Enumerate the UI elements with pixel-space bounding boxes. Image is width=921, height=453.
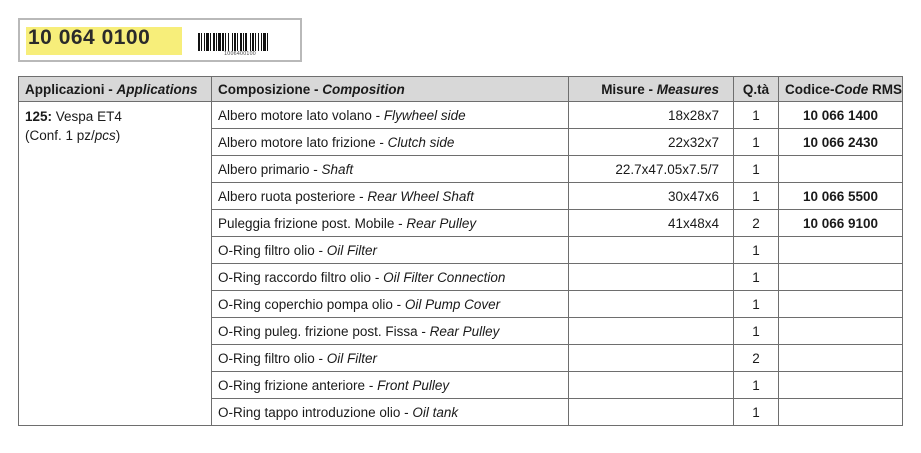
- table-row: [19, 102, 903, 129]
- composition-cell: O-Ring filtro olio - Oil Filter: [212, 237, 569, 264]
- composition-cell: Albero motore lato frizione - Clutch side: [212, 129, 569, 156]
- parts-table: [18, 76, 903, 426]
- qty-cell: 2: [734, 345, 779, 372]
- header-measures: Misure - Measures: [569, 77, 734, 102]
- measure-cell: 18x28x7: [569, 102, 734, 129]
- composition-cell: O-Ring frizione anteriore - Front Pulley: [212, 372, 569, 399]
- measure-cell: 30x47x6: [569, 183, 734, 210]
- code-cell: [779, 345, 903, 372]
- qty-cell: 1: [734, 399, 779, 426]
- code-cell: [779, 237, 903, 264]
- measure-cell: [569, 345, 734, 372]
- composition-cell: O-Ring tappo introduzione olio - Oil tank: [212, 399, 569, 426]
- measure-cell: 41x48x4: [569, 210, 734, 237]
- code-cell: [779, 318, 903, 345]
- measure-cell: [569, 399, 734, 426]
- code-cell: [779, 156, 903, 183]
- code-cell: [779, 399, 903, 426]
- application-cell: 125: Vespa ET4 (Conf. 1 pz/pcs): [19, 102, 212, 426]
- composition-cell: O-Ring puleg. frizione post. Fissa - Rear Pulley: [212, 318, 569, 345]
- code-cell: 10 066 9100: [779, 210, 903, 237]
- composition-cell: O-Ring coperchio pompa olio - Oil Pump Cover: [212, 291, 569, 318]
- qty-cell: 1: [734, 291, 779, 318]
- measure-cell: [569, 237, 734, 264]
- qty-cell: 1: [734, 183, 779, 210]
- qty-cell: 2: [734, 210, 779, 237]
- code-cell: [779, 291, 903, 318]
- code-cell: [779, 264, 903, 291]
- code-cell: [779, 372, 903, 399]
- measure-cell: [569, 264, 734, 291]
- barcode-number: 1006400100: [224, 51, 256, 57]
- measure-cell: [569, 318, 734, 345]
- qty-cell: 1: [734, 129, 779, 156]
- product-code: 10 064 0100: [28, 26, 151, 49]
- qty-cell: 1: [734, 264, 779, 291]
- composition-cell: O-Ring raccordo filtro olio - Oil Filter Connection: [212, 264, 569, 291]
- code-cell: 10 066 5500: [779, 183, 903, 210]
- composition-cell: Albero ruota posteriore - Rear Wheel Shaft: [212, 183, 569, 210]
- measure-cell: 22.7x47.05x7.5/7: [569, 156, 734, 183]
- header-composition: Composizione - Composition: [212, 77, 569, 102]
- qty-cell: 1: [734, 102, 779, 129]
- qty-cell: 1: [734, 237, 779, 264]
- qty-cell: 1: [734, 318, 779, 345]
- composition-cell: O-Ring filtro olio - Oil Filter: [212, 345, 569, 372]
- header-code: Codice-Code RMS: [779, 77, 903, 102]
- header-qty: Q.tà: [734, 77, 779, 102]
- composition-cell: Albero motore lato volano - Flywheel side: [212, 102, 569, 129]
- table-header-row: [19, 77, 903, 102]
- code-cell: 10 066 1400: [779, 102, 903, 129]
- qty-cell: 1: [734, 156, 779, 183]
- measure-cell: [569, 291, 734, 318]
- composition-cell: Albero primario - Shaft: [212, 156, 569, 183]
- barcode-icon: [198, 33, 306, 51]
- measure-cell: 22x32x7: [569, 129, 734, 156]
- composition-cell: Puleggia frizione post. Mobile - Rear Pulley: [212, 210, 569, 237]
- header-applications: Applicazioni - Applications: [19, 77, 212, 102]
- code-cell: 10 066 2430: [779, 129, 903, 156]
- qty-cell: 1: [734, 372, 779, 399]
- measure-cell: [569, 372, 734, 399]
- product-code-box: [18, 18, 302, 62]
